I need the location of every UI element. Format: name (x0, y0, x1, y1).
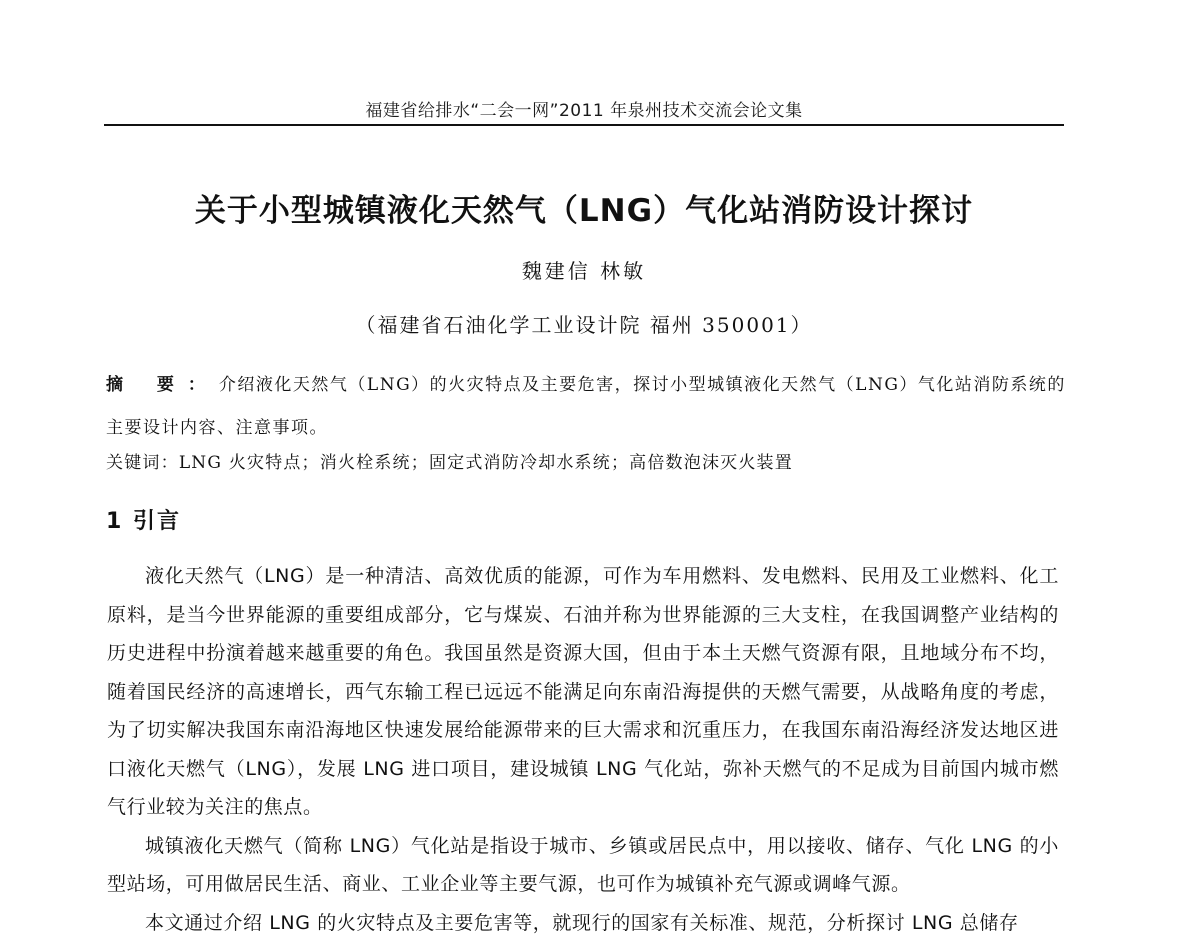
paper-affiliation: （福建省石油化学工业设计院 福州 350001） (355, 313, 813, 337)
body-paragraph: 城镇液化天燃气（简称 LNG）气化站是指设于城市、乡镇或居民点中，用以接收、储存、气化 LNG 的小型站场，可用做居民生活、商业、工业企业等主要气源，也可作为城镇补充气源或调峰气源。 (107, 834, 1059, 895)
paper-title: 关于小型城镇液化天然气（LNG）气化站消防设计探讨 (194, 193, 974, 229)
abstract-label: 摘 要： (106, 375, 219, 395)
header-rule (104, 124, 1064, 126)
keywords (106, 448, 1066, 473)
keywords-text: LNG 火灾特点；消火栓系统；固定式消防冷却水系统；高倍数泡沫灭火装置 (178, 453, 793, 473)
abstract-text: 介绍液化天然气（LNG）的火灾特点及主要危害，探讨小型城镇液化天然气（LNG）气化站消防系统的主要设计内容、注意事项。 (106, 375, 1066, 438)
keywords-label: 关键词： (106, 453, 179, 473)
section-body (107, 557, 1059, 942)
running-header: 福建省给排水“二会一网”2011 年泉州技术交流会论文集 (365, 101, 803, 121)
paper-authors: 魏建信 林敏 (521, 259, 647, 283)
body-paragraph: 本文通过介绍 LNG 的火灾特点及主要危害等，就现行的国家有关标准、规范，分析探讨 LNG 总储存 (145, 911, 1019, 934)
body-paragraph: 液化天然气（LNG）是一种清洁、高效优质的能源，可作为车用燃料、发电燃料、民用及工业燃料、化工原料，是当今世界能源的重要组成部分，它与煤炭、石油并称为世界能源的三大支柱，在我国调整产业结构的历史进程中扮演着越来越重要的角色。我国虽然是资源大国，但由于本土天燃气资源有限，且地域分布不均，随着国民经济的高速增长，西气东输工程已远远不能满足向东南沿海提供的天燃气需要，从战略角度的考虑，为了切实解决我国东南沿海地区快速发展给能源带来的巨大需求和沉重压力，在我国东南沿海经济发达地区进口液化天燃气（LNG），发展 LNG 进口项目，建设城镇 LNG 气化站，弥补天燃气的不足成为目前国内城市燃气行业较为关注的焦点。 (107, 565, 1059, 818)
abstract (106, 364, 1066, 450)
section-heading-introduction: 1 引言 (106, 509, 181, 534)
